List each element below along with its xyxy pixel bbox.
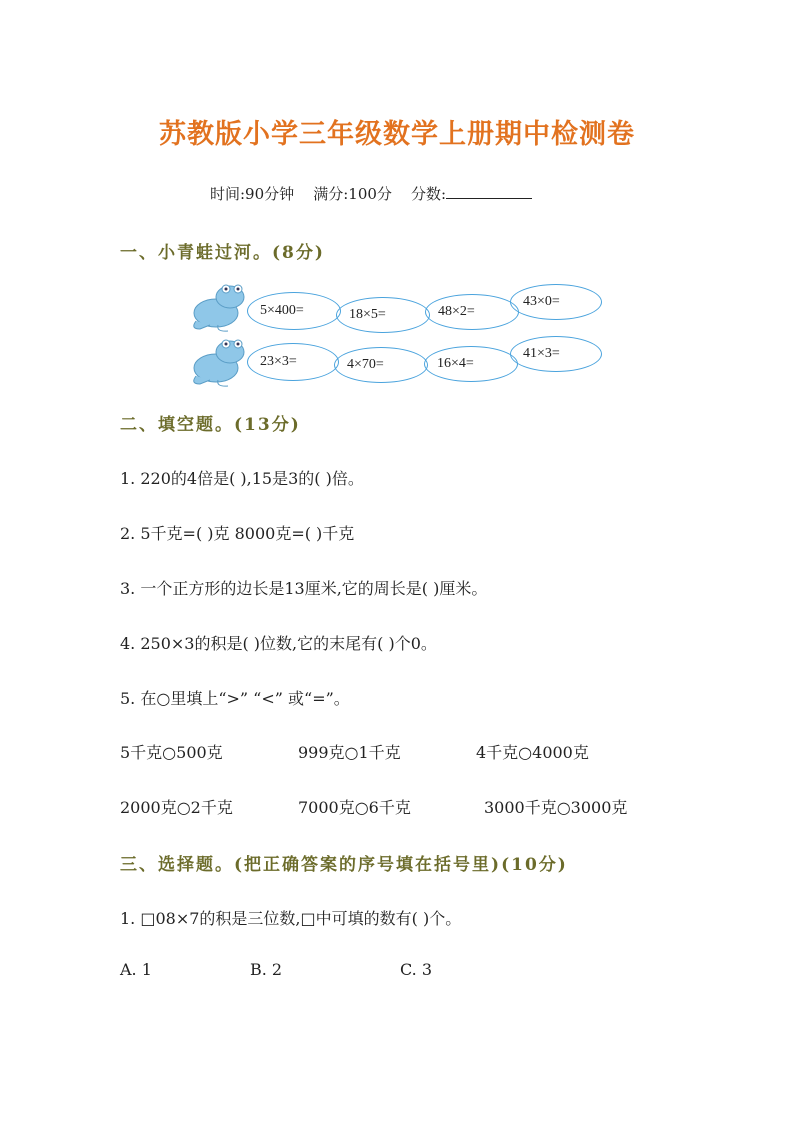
question-item: 2. 5千克=( )克 8000克=( )千克 (120, 524, 355, 543)
exam-time: 时间:90分钟 (210, 185, 295, 203)
score-blank[interactable] (446, 184, 532, 199)
compare-item: 7000克○6千克 (298, 798, 411, 817)
question-item: 3. 一个正方形的边长是13厘米,它的周长是( )厘米。 (120, 579, 488, 598)
question-item: 1. □08×7的积是三位数,□中可填的数有( )个。 (120, 909, 462, 928)
lily-pad-expression: 23×3= (247, 343, 339, 381)
section2-heading: 二、填空题。(13分) (120, 415, 301, 435)
lily-pad-expression: 48×2= (425, 294, 519, 330)
exam-full-score: 满分:100分 (313, 185, 392, 203)
compare-item: 3000千克○3000克 (484, 798, 628, 817)
lily-pad-expression: 43×0= (510, 284, 602, 320)
frog-icon (188, 281, 248, 333)
section1-heading: 一、小青蛙过河。(8分) (120, 243, 325, 263)
choice-option: A. 1 (120, 960, 152, 979)
choice-option: B. 2 (250, 960, 283, 979)
lily-pad-expression: 18×5= (336, 297, 430, 333)
lily-pad-expression: 5×400= (247, 292, 341, 330)
compare-item: 5千克○500克 (120, 743, 223, 762)
compare-item: 999克○1千克 (298, 743, 401, 762)
exam-score-label: 分数: (411, 185, 447, 203)
question-item: 4. 250×3的积是( )位数,它的末尾有( )个0。 (120, 634, 437, 653)
exam-meta (210, 183, 532, 204)
question-item: 5. 在○里填上“>” “<” 或“=”。 (120, 689, 350, 708)
frog-icon (188, 336, 248, 388)
lily-pad-expression: 4×70= (334, 347, 428, 383)
section3-heading: 三、选择题。(把正确答案的序号填在括号里)(10分) (120, 855, 568, 875)
compare-item: 4千克○4000克 (476, 743, 589, 762)
lily-pad-expression: 41×3= (510, 336, 602, 372)
question-item: 1. 220的4倍是( ),15是3的( )倍。 (120, 469, 364, 488)
lily-pad-expression: 16×4= (424, 346, 518, 382)
page-title: 苏教版小学三年级数学上册期中检测卷 (159, 119, 635, 150)
compare-item: 2000克○2千克 (120, 798, 233, 817)
choice-option: C. 3 (400, 960, 433, 979)
